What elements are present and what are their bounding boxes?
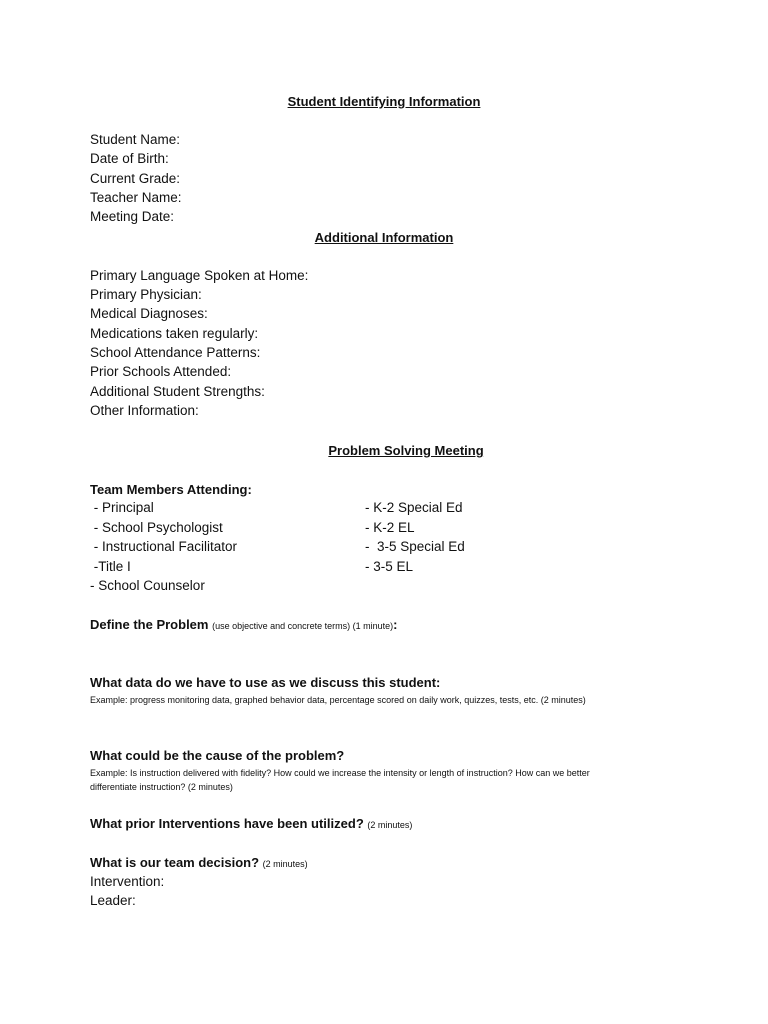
cause-example-line1: Example: Is instruction delivered with fidelity? How could we increase the intensity or length of instruction? How can we better (90, 768, 590, 778)
team-member-counselor: - School Counselor (90, 578, 205, 593)
team-members-label: Team Members Attending: (90, 482, 252, 497)
field-prior-schools: Prior Schools Attended: (90, 364, 232, 379)
field-primary-physician: Primary Physician: (90, 287, 202, 302)
team-member-k2-special-ed: - K-2 Special Ed (365, 500, 463, 515)
field-other-info: Other Information: (90, 403, 199, 418)
define-problem-note: (use objective and concrete terms) (1 minute) (212, 621, 394, 631)
team-decision-label: What is our team decision? (90, 855, 260, 870)
field-strengths: Additional Student Strengths: (90, 384, 265, 399)
define-problem-label: Define the Problem (90, 617, 209, 632)
team-decision-prompt (90, 855, 308, 872)
field-teacher-name: Teacher Name: (90, 190, 182, 205)
team-member-k2-el: - K-2 EL (365, 520, 415, 535)
additional-info-heading: Additional Information (314, 230, 454, 245)
field-student-name: Student Name: (90, 132, 181, 147)
field-medications: Medications taken regularly: (90, 326, 259, 341)
field-primary-language: Primary Language Spoken at Home: (90, 268, 309, 283)
field-date-of-birth: Date of Birth: (90, 151, 169, 166)
prior-interventions-note: (2 minutes) (367, 820, 413, 830)
field-meeting-date: Meeting Date: (90, 209, 175, 224)
prior-interventions-prompt (90, 816, 412, 833)
team-decision-note: (2 minutes) (262, 859, 308, 869)
team-member-facilitator: - Instructional Facilitator (90, 539, 238, 554)
define-problem-prompt (90, 617, 398, 634)
team-member-35-special-ed: - 3-5 Special Ed (365, 539, 465, 554)
field-attendance: School Attendance Patterns: (90, 345, 261, 360)
team-member-principal: - Principal (90, 500, 154, 515)
cause-example-line2: differentiate instruction? (2 minutes) (90, 782, 233, 792)
field-medical-diagnoses: Medical Diagnoses: (90, 306, 208, 321)
prior-interventions-label: What prior Interventions have been utilized? (90, 816, 364, 831)
data-example: Example: progress monitoring data, graphed behavior data, percentage scored on daily work, quizzes, tests, etc. (2 minutes) (90, 695, 586, 705)
team-member-35-el: - 3-5 EL (365, 559, 414, 574)
field-current-grade: Current Grade: (90, 171, 181, 186)
team-member-psychologist: - School Psychologist (90, 520, 223, 535)
data-question: What data do we have to use as we discuss this student: (90, 675, 441, 690)
cause-question: What could be the cause of the problem? (90, 748, 345, 763)
student-info-heading: Student Identifying Information (287, 94, 481, 109)
field-leader: Leader: (90, 893, 136, 908)
team-member-title-i: -Title I (90, 559, 131, 574)
define-problem-colon: : (393, 617, 398, 632)
meeting-heading: Problem Solving Meeting (328, 443, 484, 458)
field-intervention: Intervention: (90, 874, 165, 889)
